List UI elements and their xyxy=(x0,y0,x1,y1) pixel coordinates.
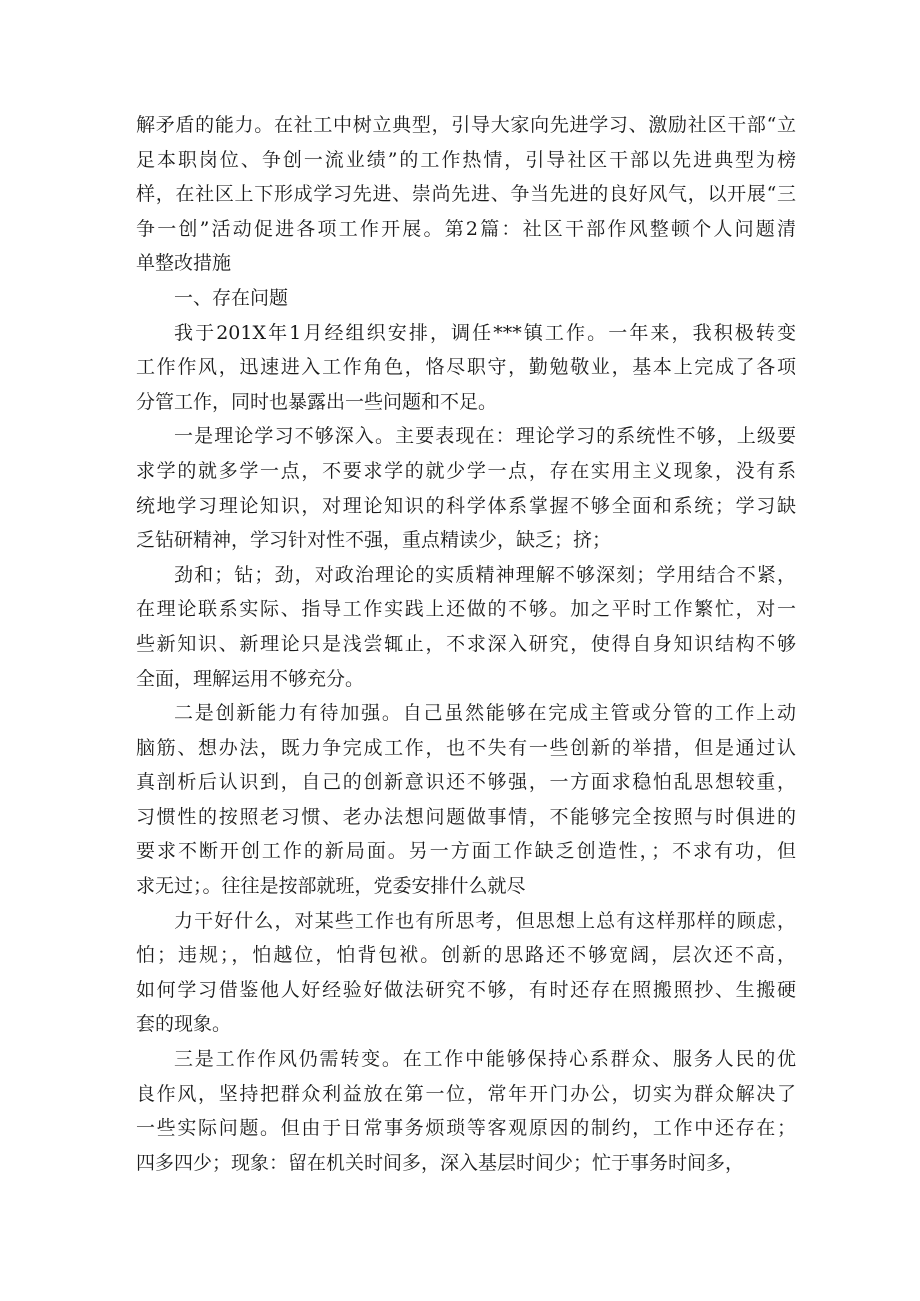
text-line: 一些实际问题。但由于日常事务烦琐等客观原因的制约，工作中还存在； xyxy=(136,1117,796,1140)
text-line: 一、存在问题 xyxy=(174,286,289,309)
text-line: 脑筋、想办法，既力争完成工作，也不失有一些创新的举措，但是通过认 xyxy=(136,736,796,759)
text-line: 二是创新能力有待加强。自己虽然能够在完成主管或分管的工作上动 xyxy=(174,702,796,725)
paragraph xyxy=(136,316,796,420)
text-line: 真剖析后认识到，自己的创新意识还不够强，一方面求稳怕乱思想较重， xyxy=(136,771,796,794)
text-line: 三是工作作风仍需转变。在工作中能够保持心系群众、服务人民的优 xyxy=(174,1048,796,1071)
text-line: 求学的就多学一点，不要求学的就少学一点，存在实用主义现象，没有系 xyxy=(136,459,796,482)
text-line: 我于201X年1月经组织安排，调任***镇工作。一年来，我积极转变 xyxy=(174,321,796,344)
text-line: 习惯性的按照老习惯、老办法想问题做事情，不能够完全按照与时俱进的 xyxy=(136,805,796,828)
text-line: 乏钻研精神，学习针对性不强，重点精读少，缺乏；挤； xyxy=(136,529,612,552)
paragraph xyxy=(136,1042,796,1180)
text-line: 足本职岗位、争创一流业绩”的工作热情，引导社区干部以先进典型为榜 xyxy=(136,148,796,171)
paragraph xyxy=(136,696,796,904)
text-line: 力干好什么，对某些工作也有所思考，但思想上总有这样那样的顾虑， xyxy=(174,909,796,932)
text-line: 在理论联系实际、指导工作实践上还做的不够。加之平时工作繁忙，对一 xyxy=(136,598,796,621)
text-line: 四多四少；现象：留在机关时间多，深入基层时间少；忙于事务时间多， xyxy=(136,1151,745,1174)
paragraph xyxy=(136,108,796,281)
text-line: 一是理论学习不够深入。主要表现在：理论学习的系统性不够，上级要 xyxy=(174,425,796,448)
paragraph xyxy=(136,281,796,316)
text-line: 套的现象。 xyxy=(136,1013,232,1036)
text-line: 要求不断开创工作的新局面。另一方面工作缺乏创造性，；不求有功，但 xyxy=(136,840,796,863)
text-line: 劲和；钻；劲，对政治理论的实质精神理解不够深刻；学用结合不紧， xyxy=(174,563,796,586)
text-line: 解矛盾的能力。在社工中树立典型，引导大家向先进学习、激励社区干部“立 xyxy=(136,114,796,136)
text-line: 如何学习借鉴他人好经验好做法研究不够，有时还存在照搬照抄、生搬硬 xyxy=(136,978,796,1001)
text-line: 工作作风，迅速进入工作角色，恪尽职守，勤勉敬业，基本上完成了各项 xyxy=(136,356,796,379)
text-line: 良作风，坚持把群众利益放在第一位，常年开门办公，切实为群众解决了 xyxy=(136,1082,796,1105)
text-line: 全面，理解运用不够充分。 xyxy=(136,667,365,690)
text-line: 统地学习理论知识，对理论知识的科学体系掌握不够全面和系统；学习缺 xyxy=(136,494,796,517)
paragraph xyxy=(136,558,796,696)
text-line: 些新知识、新理论只是浅尝辄止，不求深入研究，使得自身知识结构不够 xyxy=(136,632,796,655)
text-line: 样，在社区上下形成学习先进、崇尚先进、争当先进的良好风气，以开展“三 xyxy=(136,183,796,206)
text-line: 分管工作，同时也暴露出一些问题和不足。 xyxy=(136,390,498,413)
text-line: 求无过；。往往是按部就班，党委安排什么就尽 xyxy=(136,875,526,898)
document-body xyxy=(136,108,796,1180)
text-line: 争一创”活动促进各项工作开展。第2篇：社区干部作风整顿个人问题清 xyxy=(136,217,796,240)
paragraph xyxy=(136,904,796,1042)
text-line: 单整改措施 xyxy=(136,252,232,275)
text-line: 怕；违规；，怕越位，怕背包袱。创新的思路还不够宽阔，层次还不高， xyxy=(136,944,796,967)
paragraph xyxy=(136,419,796,557)
